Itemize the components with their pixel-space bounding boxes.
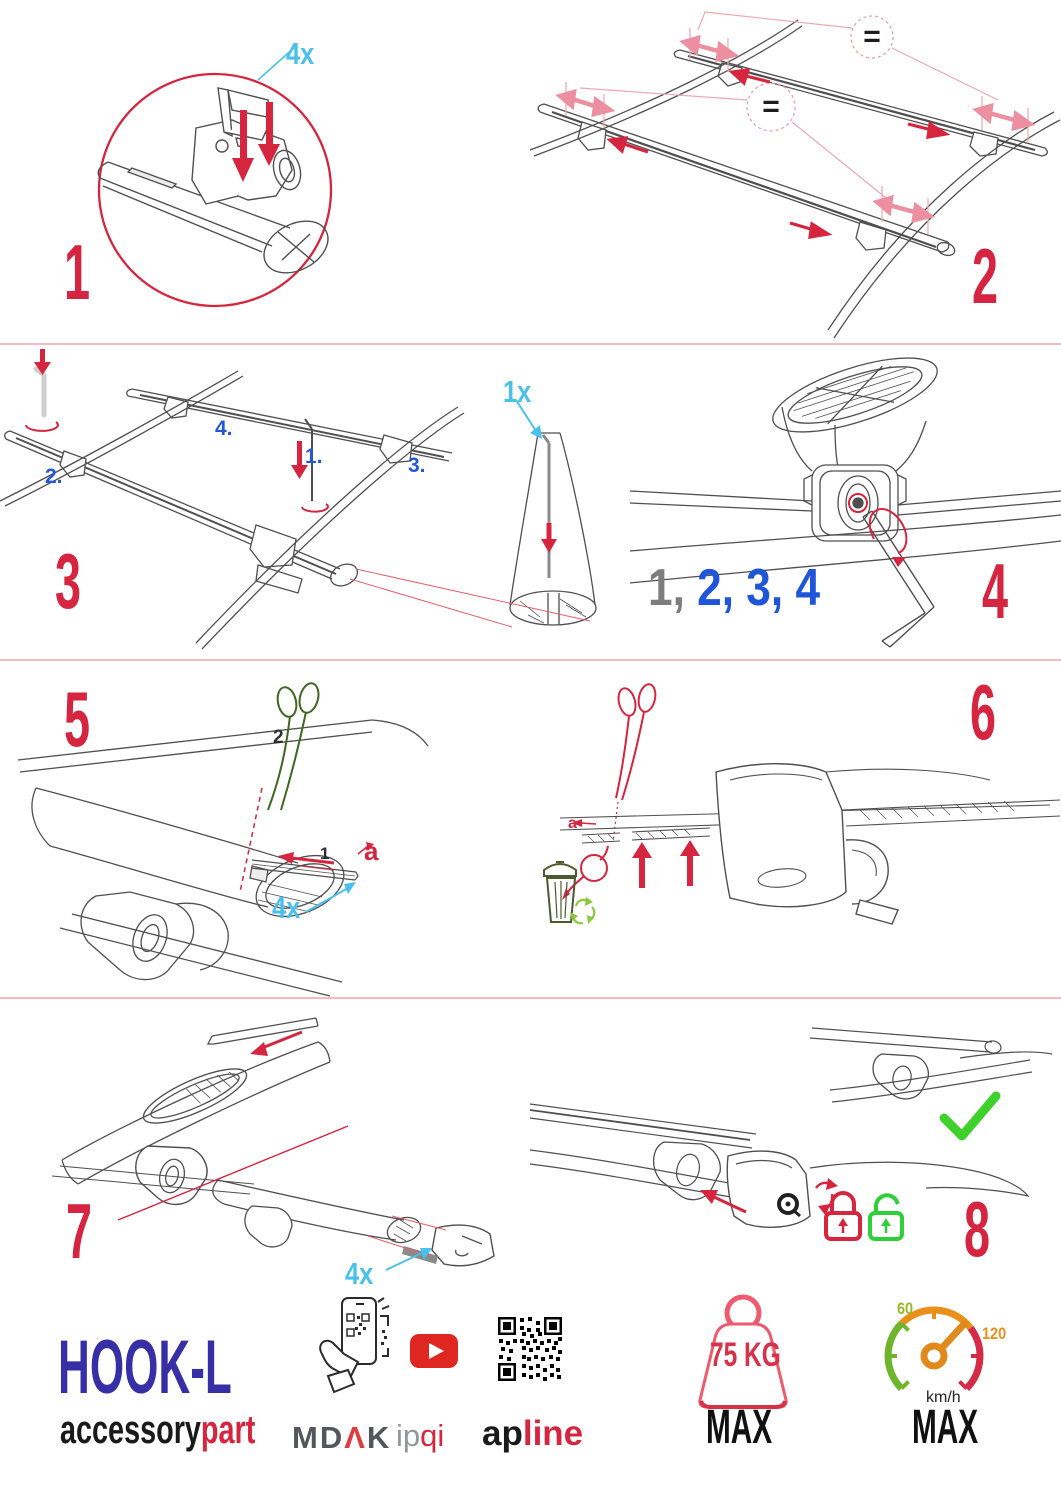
speed-unit-label: km/h	[926, 1389, 961, 1406]
step3-order-label-2: 2.	[45, 465, 63, 488]
speedometer-icon	[872, 1292, 1007, 1404]
youtube-icon	[410, 1334, 458, 1368]
step3-order-label-4: 4.	[215, 417, 233, 440]
step2-number: 2	[972, 232, 999, 320]
measure-span-lines	[566, 12, 1028, 234]
allen-key-package	[510, 433, 596, 625]
brand-logo	[60, 1410, 255, 1450]
ipqi-logo	[396, 1420, 444, 1451]
ipqi-red: qi	[420, 1418, 445, 1453]
step5-dim-a-label: a	[364, 836, 379, 866]
sequence-first: 1,	[648, 559, 685, 617]
speed-120-label: 120	[982, 1324, 1007, 1343]
lock-open-icon	[870, 1195, 902, 1239]
brand-logo-black: accessory	[60, 1408, 201, 1452]
step7-number: 7	[66, 1187, 93, 1275]
mdak-md: MD	[292, 1420, 345, 1455]
scissors-red-icon	[613, 683, 658, 842]
apline-red: line	[522, 1414, 584, 1453]
press-up-arrows	[632, 840, 700, 888]
speed-60-label: 60	[897, 1299, 914, 1318]
step3-quantity-label: 1x	[503, 374, 532, 409]
apline-black: ap	[482, 1414, 523, 1453]
max-load-value: 75 KG	[710, 1336, 781, 1374]
step5-cut-label: 2	[273, 727, 284, 748]
lock-closed-icon	[826, 1193, 860, 1239]
checkmark-icon	[944, 1096, 996, 1136]
slide-cover-arrow	[250, 1032, 302, 1056]
step5-number: 5	[64, 675, 91, 763]
scan-qr-phone-icon	[314, 1296, 404, 1404]
max-speed-label: MAX	[912, 1401, 979, 1454]
ipqi-gray: ip	[396, 1418, 421, 1453]
zoom-leader-lines	[350, 569, 590, 627]
equal-sign-badge: =	[863, 20, 881, 53]
step8-number: 8	[964, 1185, 991, 1273]
step4-tighten-sequence	[648, 559, 821, 617]
step5-quantity-label: 4x	[272, 890, 301, 925]
brand-logo-red: part	[200, 1408, 256, 1452]
step3-illustration-tighten-order	[0, 343, 630, 659]
mdak-logo	[292, 1422, 391, 1453]
max-load-label: MAX	[706, 1401, 773, 1454]
step6-number: 6	[970, 668, 997, 756]
step5-insert-label: 1	[320, 844, 330, 863]
step4-number: 4	[982, 547, 1009, 635]
step3-order-label-3: 3.	[408, 454, 426, 477]
mdak-k: K	[366, 1420, 392, 1455]
step6-dim-a-label: a	[568, 815, 577, 832]
sequence-rest: 2, 3, 4	[697, 559, 821, 617]
step1-quantity-label: 4x	[286, 36, 315, 71]
product-name: HOOK-L	[58, 1325, 232, 1410]
package-insert-arrow	[541, 523, 557, 553]
mdak-caret: Λ	[344, 1420, 367, 1455]
apline-logo	[482, 1416, 583, 1451]
discard-strip-loop	[562, 846, 608, 900]
equal-sign-badge: =	[762, 90, 780, 123]
qr-code	[497, 1316, 563, 1382]
ghost-allen-key	[36, 369, 44, 415]
step7-quantity-label: 4x	[345, 1256, 374, 1291]
step3-order-label-1: 1.	[305, 445, 323, 468]
step1-number: 1	[64, 228, 91, 316]
step3-number: 3	[55, 537, 82, 625]
